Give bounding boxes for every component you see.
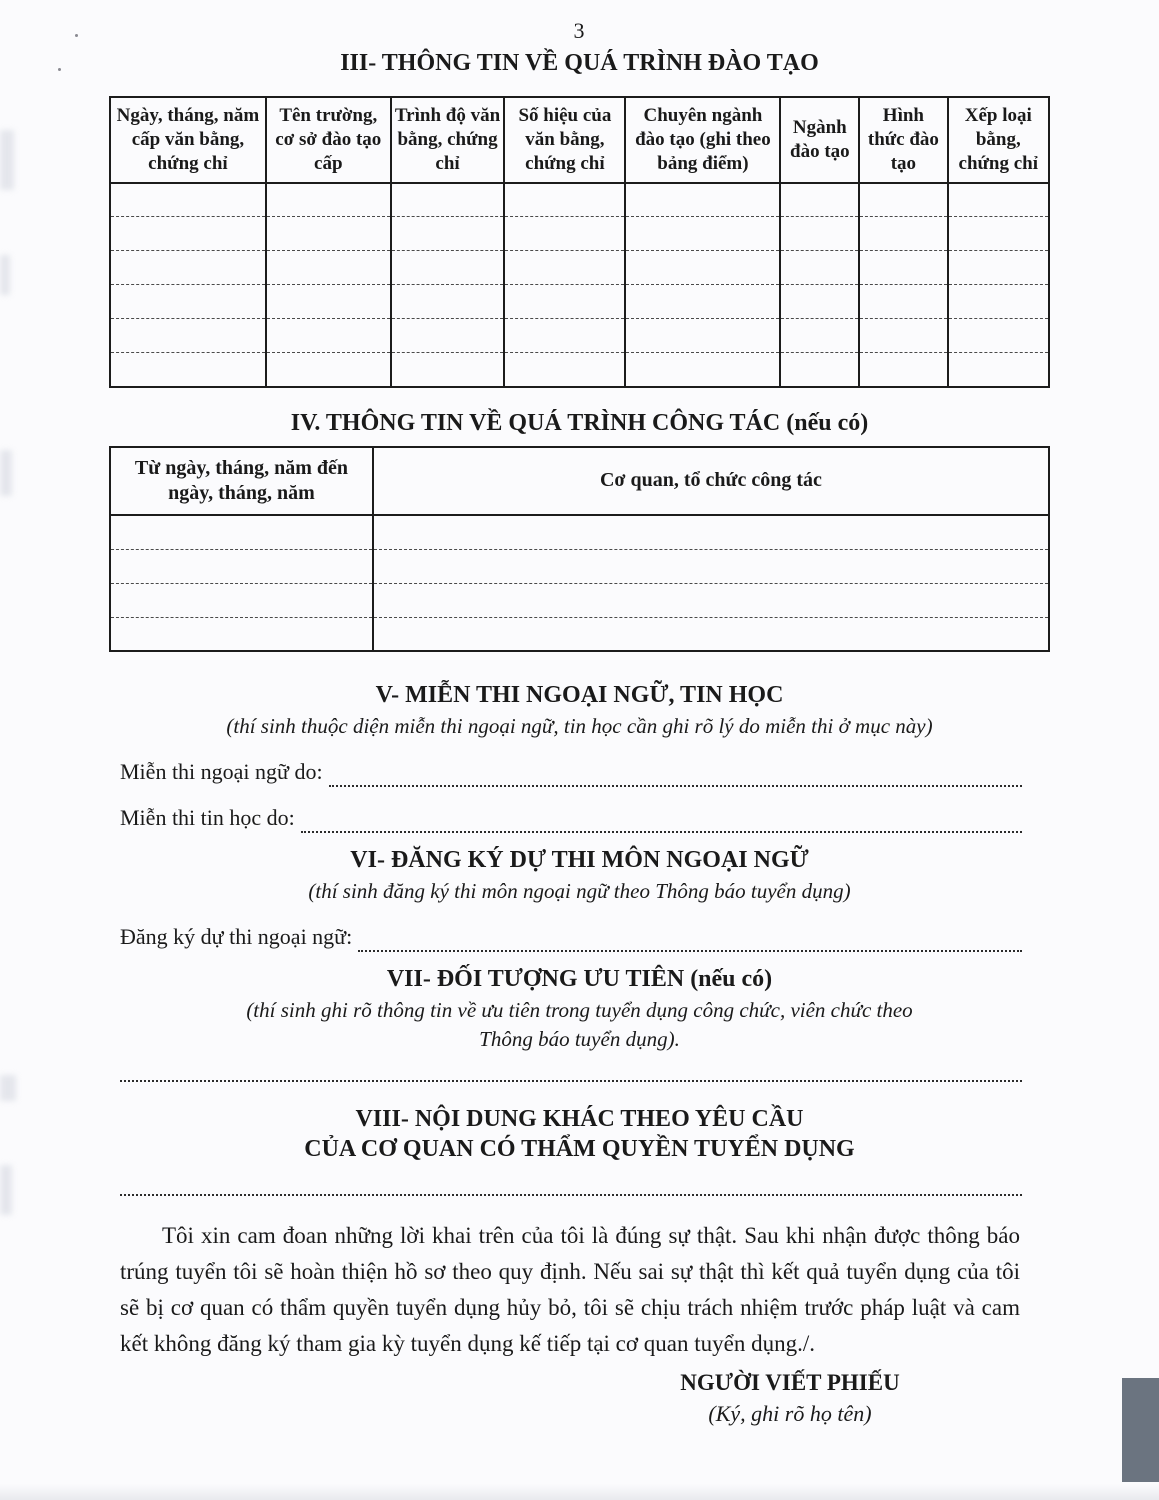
table-row	[110, 617, 1049, 651]
signer-role-title: NGƯỜI VIẾT PHIẾU	[680, 1370, 900, 1396]
language-registration-field	[120, 922, 1022, 952]
column-header-field: Ngành đào tạo	[780, 97, 859, 183]
column-header-classification: Xếp loại bằng, chứng chỉ	[948, 97, 1049, 183]
table-row	[110, 251, 1049, 285]
table-cell	[625, 183, 780, 217]
column-header-specialization: Chuyên ngành đào tạo (ghi theo bảng điểm)	[625, 97, 780, 183]
table-row	[110, 183, 1049, 217]
table-row	[110, 217, 1049, 251]
table-cell	[266, 319, 391, 353]
table-cell	[373, 515, 1049, 549]
table-cell	[266, 217, 391, 251]
scan-speck	[58, 68, 61, 71]
table-cell	[859, 319, 947, 353]
scanner-bed-edge	[1122, 1378, 1159, 1482]
scan-smudge	[0, 1165, 12, 1215]
table-cell	[504, 353, 625, 387]
other-content-blank-line	[120, 1194, 1022, 1196]
table-cell	[504, 285, 625, 319]
table-cell	[391, 183, 505, 217]
column-header-degree-date: Ngày, tháng, năm cấp văn bằng, chứng chỉ	[110, 97, 266, 183]
table-header-row	[110, 447, 1049, 515]
table-cell	[391, 251, 505, 285]
table-cell	[948, 251, 1049, 285]
table-cell	[780, 285, 859, 319]
declaration-paragraph: Tôi xin cam đoan những lời khai trên của tôi là đúng sự thật. Sau khi nhận được thông báo trúng tuyển tôi sẽ hoàn thiện hồ sơ theo quy định. Nếu sai sự thật thì kết quả tuyển dụng của tôi sẽ bị cơ quan có thẩm quyền tuyển dụng hủy bỏ, tôi sẽ chịu trách nhiệm trước pháp luật và cam kết không đăng ký tham gia kỳ tuyển dụng kế tiếp tại cơ quan tuyển dụng./.	[120, 1223, 1020, 1357]
section-5-title: V- MIỄN THI NGOẠI NGỮ, TIN HỌC	[375, 682, 784, 709]
table-row	[110, 515, 1049, 549]
table-cell	[625, 251, 780, 285]
table-cell	[391, 217, 505, 251]
table-cell	[625, 353, 780, 387]
table-cell	[110, 251, 266, 285]
scan-speck	[75, 34, 78, 37]
scan-smudge	[0, 130, 14, 190]
table-cell	[373, 549, 1049, 583]
table-cell	[391, 353, 505, 387]
scan-smudge	[0, 255, 10, 295]
table-cell	[504, 319, 625, 353]
table-row	[110, 549, 1049, 583]
table-cell	[504, 183, 625, 217]
table-cell	[266, 353, 391, 387]
table-cell	[266, 285, 391, 319]
table-cell	[504, 217, 625, 251]
table-cell	[625, 217, 780, 251]
table-cell	[373, 583, 1049, 617]
language-registration-blank-line	[358, 928, 1022, 952]
language-exemption-field	[120, 757, 1022, 787]
it-exemption-blank-line	[301, 809, 1022, 833]
language-exemption-label: Miễn thi ngoại ngữ do:	[120, 759, 323, 785]
table-cell	[859, 183, 947, 217]
table-cell	[110, 217, 266, 251]
table-cell	[373, 617, 1049, 651]
table-cell	[266, 251, 391, 285]
table-cell	[780, 217, 859, 251]
section-3-title: III- THÔNG TIN VỀ QUÁ TRÌNH ĐÀO TẠO	[340, 50, 819, 76]
language-exemption-blank-line	[329, 763, 1022, 787]
column-header-work-organization: Cơ quan, tổ chức công tác	[373, 447, 1049, 515]
section-4-title: IV. THÔNG TIN VỀ QUÁ TRÌNH CÔNG TÁC (nếu có)	[290, 409, 869, 436]
table-row	[110, 353, 1049, 387]
page-content	[109, 0, 1050, 1430]
table-cell	[391, 285, 505, 319]
section-6-title: VI- ĐĂNG KÝ DỰ THI MÔN NGOẠI NGỮ	[350, 847, 809, 874]
table-row	[110, 285, 1049, 319]
it-exemption-label: Miễn thi tin học do:	[120, 805, 295, 831]
section-7-note-line-1: (thí sinh ghi rõ thông tin về ưu tiên trong tuyển dụng công chức, viên chức theo	[246, 998, 913, 1023]
column-header-training-form: Hình thức đào tạo	[859, 97, 947, 183]
table-cell	[948, 353, 1049, 387]
work-history-table	[109, 446, 1050, 652]
scan-smudge	[0, 450, 12, 496]
education-history-table	[109, 96, 1050, 388]
table-cell	[625, 319, 780, 353]
section-7-note-line-2: Thông báo tuyển dụng).	[479, 1027, 680, 1052]
table-cell	[780, 251, 859, 285]
table-cell	[391, 319, 505, 353]
table-cell	[859, 353, 947, 387]
table-cell	[110, 515, 373, 549]
table-cell	[110, 285, 266, 319]
scan-smudge	[0, 1075, 16, 1101]
section-8-title-line-1: VIII- NỘI DUNG KHÁC THEO YÊU CẦU	[355, 1106, 804, 1133]
section-8-title	[109, 1104, 1050, 1164]
table-cell	[110, 617, 373, 651]
it-exemption-field	[120, 803, 1022, 833]
page-edge-shadow	[0, 1484, 1159, 1500]
table-cell	[504, 251, 625, 285]
priority-blank-line	[120, 1080, 1022, 1082]
section-8-title-line-2: CỦA CƠ QUAN CÓ THẨM QUYỀN TUYỂN DỤNG	[304, 1136, 855, 1163]
column-header-degree-level: Trình độ văn bằng, chứng chỉ	[391, 97, 505, 183]
table-cell	[625, 285, 780, 319]
column-header-degree-number: Số hiệu của văn bằng, chứng chỉ	[504, 97, 625, 183]
table-header-row	[110, 97, 1049, 183]
table-cell	[948, 217, 1049, 251]
table-row	[110, 583, 1049, 617]
table-cell	[110, 183, 266, 217]
table-cell	[948, 183, 1049, 217]
table-cell	[110, 583, 373, 617]
language-registration-label: Đăng ký dự thi ngoại ngữ:	[120, 924, 353, 950]
section-5-note: (thí sinh thuộc diện miễn thi ngoại ngữ, tin học cần ghi rõ lý do miễn thi ở mục này)	[226, 714, 933, 739]
table-cell	[266, 183, 391, 217]
table-row	[110, 319, 1049, 353]
table-cell	[110, 353, 266, 387]
section-6-note: (thí sinh đăng ký thi môn ngoại ngữ theo Thông báo tuyển dụng)	[308, 879, 851, 904]
section-7-title: VII- ĐỐI TƯỢNG ƯU TIÊN (nếu có)	[386, 966, 773, 993]
table-cell	[780, 183, 859, 217]
table-cell	[948, 285, 1049, 319]
table-cell	[948, 319, 1049, 353]
page-number: 3	[573, 18, 586, 43]
signature-instruction: (Ký, ghi rõ họ tên)	[708, 1401, 872, 1427]
signature-block	[555, 1368, 1025, 1430]
table-cell	[110, 319, 266, 353]
table-cell	[780, 353, 859, 387]
table-cell	[859, 285, 947, 319]
table-cell	[859, 217, 947, 251]
column-header-work-period: Từ ngày, tháng, năm đến ngày, tháng, năm	[110, 447, 373, 515]
column-header-school: Tên trường, cơ sở đào tạo cấp	[266, 97, 391, 183]
table-cell	[780, 319, 859, 353]
table-cell	[110, 549, 373, 583]
table-cell	[859, 251, 947, 285]
